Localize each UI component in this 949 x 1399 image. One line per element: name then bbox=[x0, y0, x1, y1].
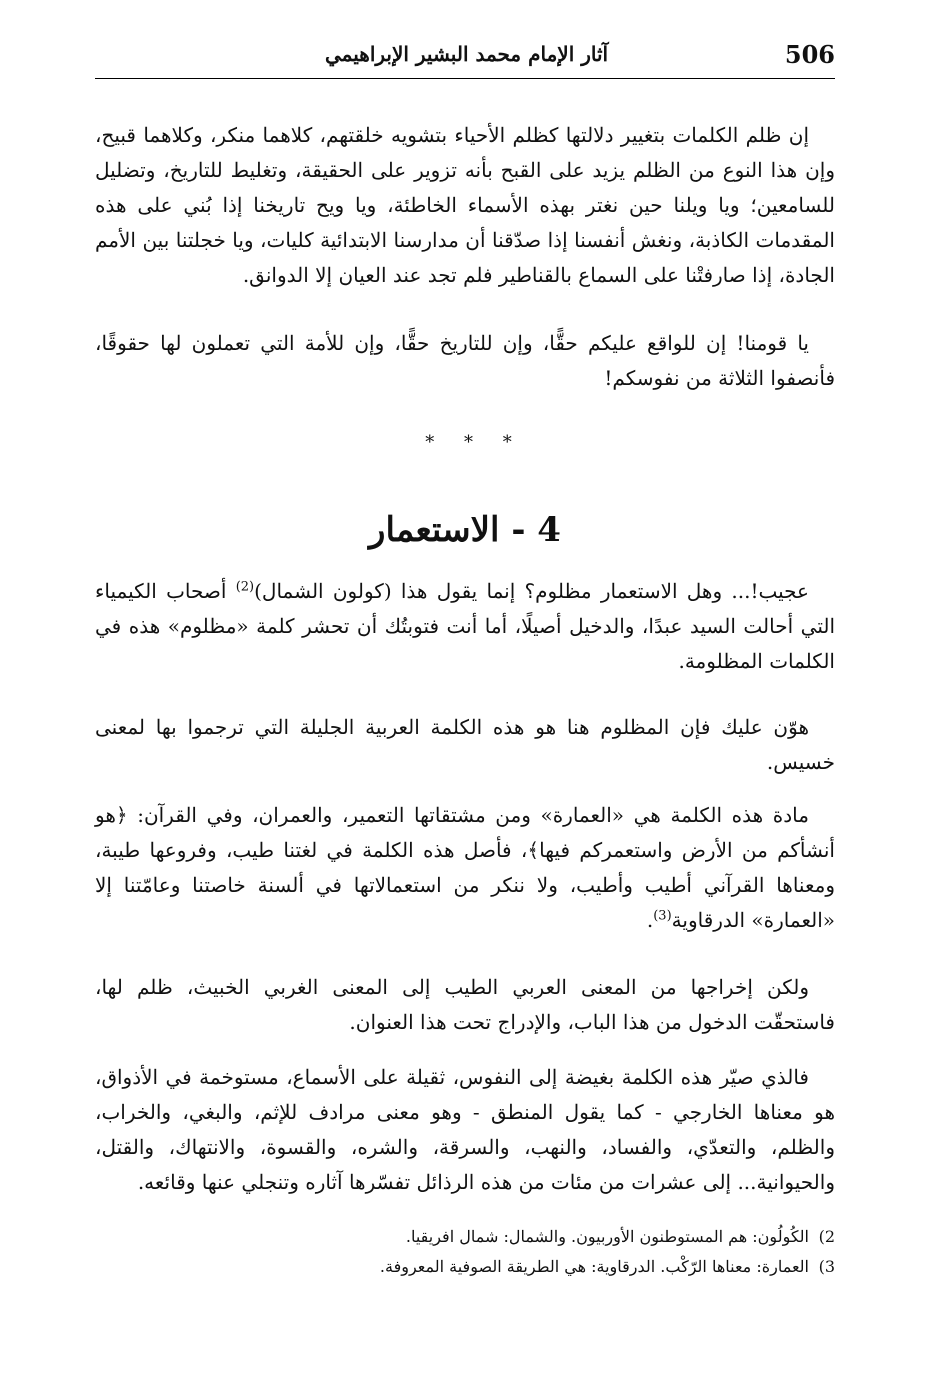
footnotes bbox=[95, 1222, 835, 1282]
paragraph-colonialism-4 bbox=[95, 970, 835, 1040]
paragraph-colonialism-1 bbox=[95, 574, 835, 679]
paragraph-colonialism-5 bbox=[95, 1060, 835, 1200]
footnote-ref-2: (2) bbox=[235, 579, 255, 595]
section-heading bbox=[95, 510, 835, 550]
page-number: 506 bbox=[784, 40, 835, 69]
paragraph: هوّن عليك فإن المظلوم هنا هو هذه الكلمة العربية الجليلة التي ترجموا بها لمعنى خسيس. bbox=[95, 715, 835, 774]
footnote bbox=[95, 1252, 835, 1282]
text-run: أصحاب الكيمياء التي أحالت السيد عبدًا، والدخيل أصيلًا، أما أنت فتوبتُك أن تحشر كلمة «مظلوم» هذه في الكلمات المظلومة. bbox=[95, 579, 835, 673]
footnote-text: الكُولُون: هم المستوطنون الأوربيون. والشمال: شمال افريقيا. bbox=[405, 1227, 809, 1246]
paragraph: فالذي صيّر هذه الكلمة بغيضة إلى النفوس، ثقيلة على الأسماع، مستوخمة في الأذواق، هو معناها الخارجي - كما يقول المنطق - وهو معنى مرادف للإثم، والبغي، والخراب، والظلم، والتعدّي، والفساد، والنهب، والسرقة، والشره، والقسوة، والانتهاك، والقتل، والحيوانية... إلى عشرات من مئات من هذه الرذائل تفسّرها آثاره وتنجلي عنها وقائعه. bbox=[95, 1065, 835, 1194]
text-run: عجيب!... وهل الاستعمار مظلوم؟ إنما يقول هذا (كولون الشمال) bbox=[254, 579, 809, 603]
text-run: . bbox=[646, 908, 654, 932]
paragraph: إن ظلم الكلمات بتغيير دلالتها كظلم الأحياء بتشويه خلقتهم، كلاهما منكر، وكلاهما قبيح، وإن هذا النوع من الظلم يزيد على القبح بأنه تزوير على الحقيقة، وتغليط للتاريخ، وتضليل للسامعين؛ ويا ويلنا حين نغتر بهذه الأسماء الخاطئة، ويا ويح تاريخنا إذا بُني على هذه المقدمات الكاذبة، ونغش أنفسنا إذا صدّقنا أن مدارسنا الابتدائية كليات، ويا خجلتنا بين الأمم الجادة، إذا صارفتْنا على السماع بالقناطير فلم تجد عند العيان إلا الدوانق. bbox=[95, 123, 835, 287]
section-title: الاستعمار bbox=[369, 510, 500, 550]
paragraph: ولكن إخراجها من المعنى العربي الطيب إلى المعنى الغربي الخبيث، ظلم لها، فاستحقّت الدخول من هذا الباب، والإدراج تحت هذا العنوان. bbox=[95, 975, 835, 1034]
intro-paragraph-1 bbox=[95, 118, 835, 293]
section-number: 4 bbox=[537, 510, 561, 550]
footnote-number: 3) bbox=[818, 1257, 835, 1276]
paragraph: يا قومنا! إن للواقع عليكم حقًّا، وإن للتاريخ حقًّا، وإن للأمة التي تعملون لها حقوقًا، فأنصفوا الثلاثة من نفوسكم! bbox=[95, 331, 835, 390]
footnote-ref-3: (3) bbox=[653, 908, 672, 924]
paragraph-colonialism-2 bbox=[95, 710, 835, 780]
text-run: مادة هذه الكلمة هي «العمارة» ومن مشتقاتها التعمير، والعمران، وفي القرآن: ﴿هو أنشأكم من الأرض واستعمركم فيها﴾، فأصل هذه الكلمة في لغتنا طيب، وفروعها طيبة، ومعناها القرآني أطيب وأطيب، ولا ننكر من استعمالاتها في ألسنة خاصتنا وعامّتنا إلا «العمارة» الدرقاوية bbox=[95, 803, 835, 932]
footnote-text: العمارة: معناها الرّكْب. الدرقاوية: هي الطريقة الصوفية المعروفة. bbox=[379, 1257, 809, 1276]
paragraph bbox=[95, 798, 835, 938]
intro-paragraph-2 bbox=[95, 326, 835, 396]
footnote-number: 2) bbox=[818, 1227, 835, 1246]
paragraph bbox=[95, 574, 835, 679]
section-divider: * * * bbox=[425, 432, 524, 453]
section-dash: - bbox=[511, 510, 526, 550]
book-title: آثار الإمام محمد البشير الإبراهيمي bbox=[325, 42, 609, 66]
paragraph-colonialism-3 bbox=[95, 798, 835, 938]
footnote bbox=[95, 1222, 835, 1252]
running-header bbox=[95, 38, 835, 79]
